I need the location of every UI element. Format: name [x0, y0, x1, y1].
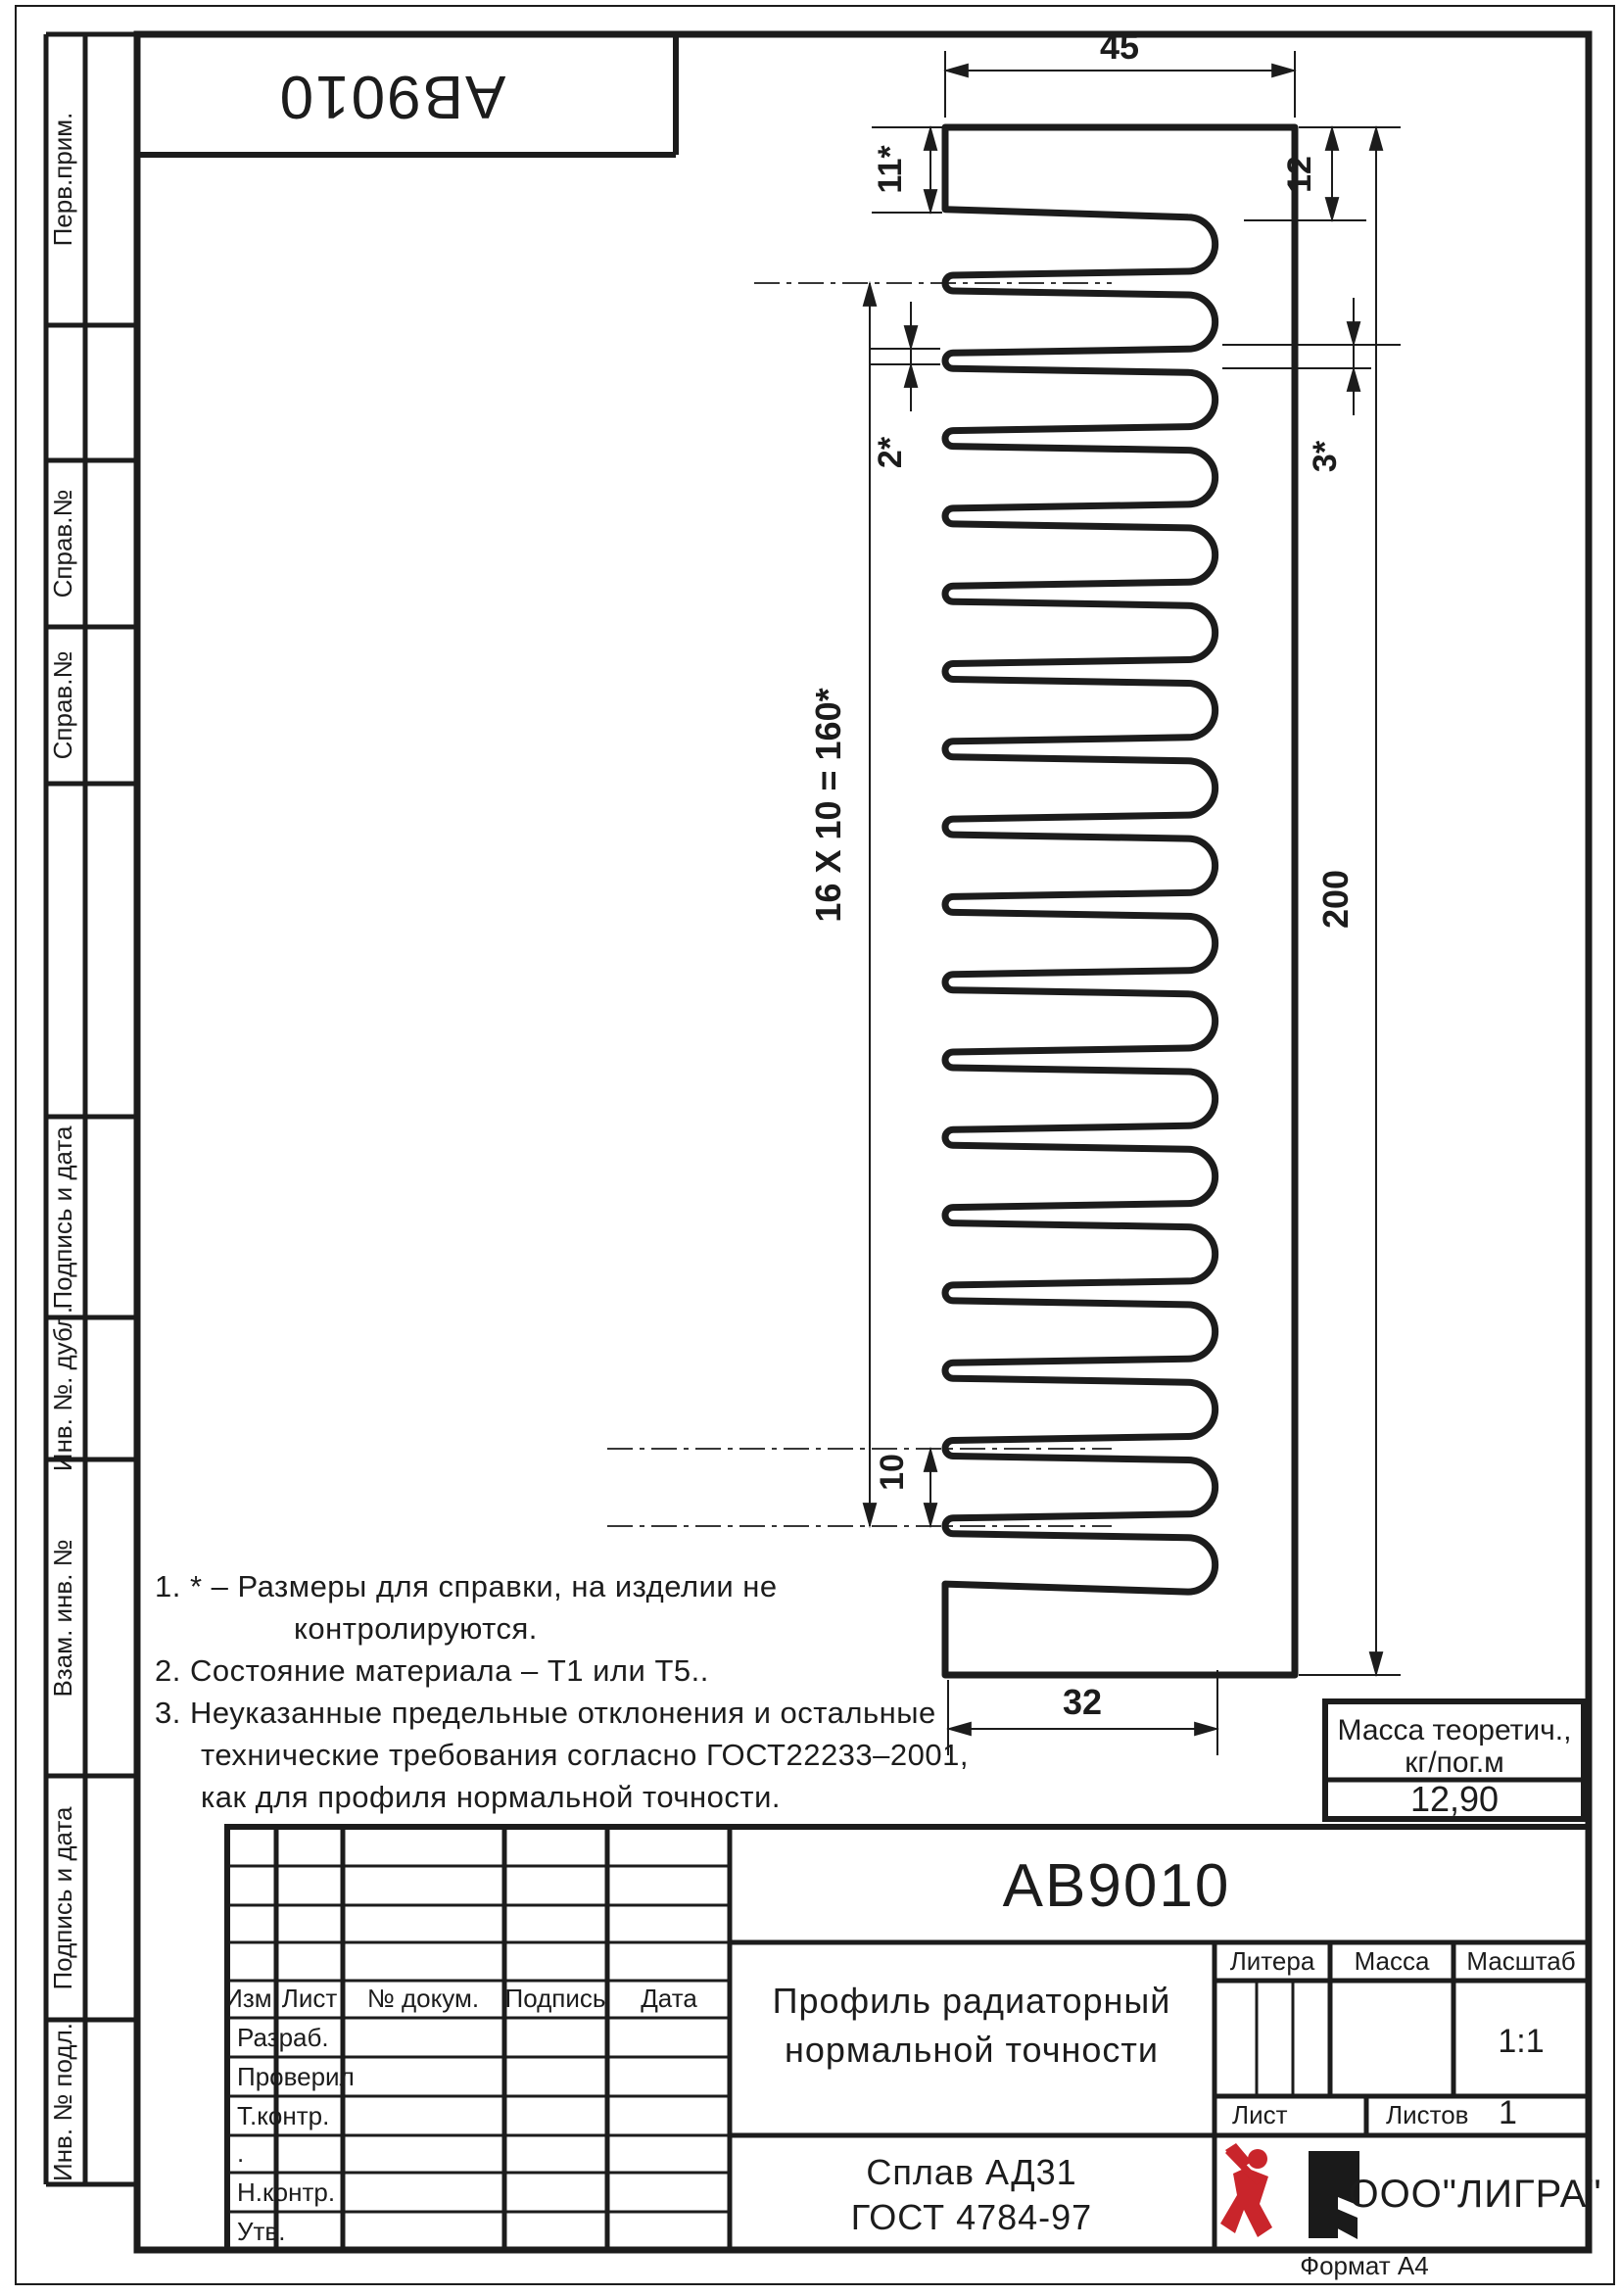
- dim-text-45: 45: [1099, 26, 1140, 67]
- flipped-designation: АВ9010: [277, 63, 506, 130]
- company-name: ООО"ЛИГРА": [1348, 2173, 1602, 2216]
- logo-red-figure: [1220, 2143, 1272, 2237]
- hdr-list: Лист: [1232, 2100, 1288, 2129]
- dim-text-160: 16 X 10 = 160*: [808, 688, 848, 923]
- drawing-frame: [137, 34, 1589, 2250]
- hdr-listov: Листов: [1386, 2100, 1469, 2129]
- dim-text-10: 10: [874, 1454, 911, 1491]
- dimension-32: [948, 1670, 1217, 1755]
- col-izm: Изм.: [224, 1984, 279, 2013]
- dim-text-12: 12: [1281, 156, 1318, 193]
- technical-notes: [155, 1569, 969, 1814]
- note-line: 1. * – Размеры для справки, на изделии не: [155, 1569, 778, 1603]
- row-dot: .: [237, 2138, 245, 2168]
- margin-label: Справ.№: [48, 489, 77, 598]
- material-line2: ГОСТ 4784-97: [850, 2197, 1093, 2237]
- row-tkontr: Т.контр.: [237, 2101, 330, 2130]
- dimension-45: [945, 26, 1295, 118]
- row-razrab: Разраб.: [237, 2023, 329, 2052]
- dimension-10: [874, 1449, 930, 1526]
- margin-label: Справ.№: [48, 650, 77, 760]
- col-data: Дата: [641, 1984, 697, 2013]
- col-doc: № докум.: [366, 1984, 480, 2013]
- mass-box: [1325, 1701, 1584, 1819]
- note-line: 3. Неуказанные предельные отклонения и остальные: [155, 1696, 936, 1730]
- hdr-masshtab: Масштаб: [1466, 1946, 1576, 1976]
- part-name-line2: нормальной точности: [784, 2030, 1160, 2070]
- mass-box-value: 12,90: [1409, 1779, 1500, 1819]
- format-label: Формат А4: [1300, 2251, 1429, 2280]
- col-podpis: Подпись: [504, 1984, 606, 2013]
- dimension-200: [1299, 127, 1401, 1675]
- mass-box-line1: Масса теоретич.,: [1337, 1714, 1572, 1746]
- note-line: технические требования согласно ГОСТ22233–2001,: [201, 1738, 969, 1772]
- material-line1: Сплав АД31: [866, 2152, 1077, 2192]
- note-line: контролируются.: [294, 1611, 538, 1646]
- dim-text-200: 200: [1315, 869, 1356, 930]
- note-line: как для профиля нормальной точности.: [201, 1780, 782, 1814]
- dimension-160: [808, 283, 870, 1526]
- company-logo: [1220, 2143, 1602, 2239]
- margin-label: Взам. инв. №: [48, 1539, 77, 1698]
- part-name-line1: Профиль радиаторный: [772, 1981, 1171, 2021]
- designation: АВ9010: [1002, 1852, 1231, 1920]
- note-line: 2. Состояние материала – Т1 или Т5..: [155, 1653, 709, 1688]
- margin-label: Подпись и дата: [48, 1806, 77, 1990]
- mass-box-line2: кг/пог.м: [1405, 1746, 1504, 1779]
- dim-text-32: 32: [1062, 1682, 1103, 1722]
- hdr-massa: Масса: [1354, 1946, 1430, 1976]
- title-block: [224, 1827, 1601, 2250]
- margin-label: Подпись и дата: [48, 1125, 77, 1310]
- dim-text-11: 11*: [872, 145, 909, 194]
- hdr-litera: Литера: [1229, 1946, 1315, 1976]
- row-nkontr: Н.контр.: [237, 2177, 336, 2207]
- dimension-2: [870, 302, 940, 468]
- col-list: Лист: [281, 1984, 338, 2013]
- margin-strip: [46, 34, 137, 2184]
- margin-label: Инв. №. дубл.: [48, 1306, 77, 1472]
- dimension-11: [872, 127, 942, 213]
- listov-value: 1: [1499, 2094, 1517, 2131]
- scale-value: 1:1: [1498, 2023, 1545, 2060]
- heatsink-profile-outline: [945, 127, 1295, 1675]
- dim-text-2: 2*: [872, 436, 909, 469]
- margin-label: Инв. № подл.: [48, 2023, 77, 2181]
- row-utv: Утв.: [237, 2217, 286, 2246]
- row-proveril: Проверил: [237, 2062, 355, 2091]
- flipped-designation-box: [137, 34, 676, 155]
- margin-label: Перв.прим.: [48, 112, 77, 247]
- dim-text-3: 3*: [1307, 440, 1344, 473]
